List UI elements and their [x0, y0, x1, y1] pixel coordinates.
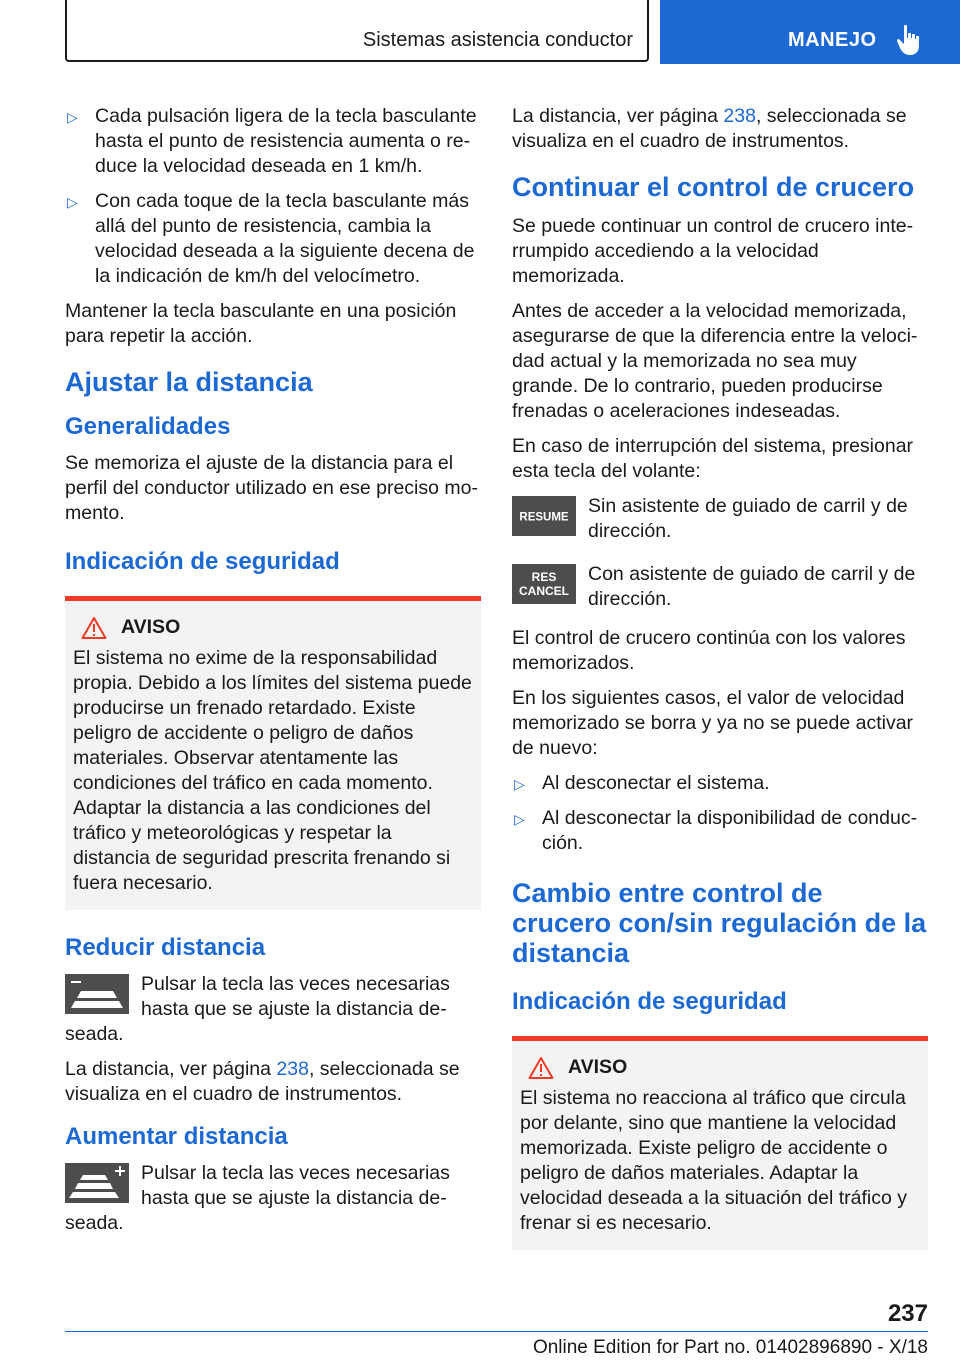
- warning-box: [65, 596, 481, 910]
- page-header: [0, 0, 960, 66]
- heading-indicacion-seguridad: Indicación de seguridad: [65, 548, 340, 575]
- list-item: ▷ Con cada toque de la tecla basculante más allá del punto de resistencia, cambia la velocidad deseada a la siguiente decena de la indicación de km/h del velocímetro.: [67, 190, 475, 287]
- right-column: [512, 104, 928, 1274]
- paragraph: Con asistente de guiado de carril y de dirección.: [588, 563, 916, 610]
- paragraph: El control de crucero continúa con los valores memorizados.: [512, 627, 906, 674]
- triangle-bullet-icon: ▷: [514, 811, 525, 827]
- paragraph: Se memoriza el ajuste de la distancia para el perfil del conductor utilizado en ese preciso momento.: [65, 452, 478, 524]
- paragraph: Pulsar la tecla las veces necesarias hasta que se ajuste la distancia deseada.: [65, 1162, 450, 1234]
- list-item: ▷ Al desconectar el sistema.: [512, 771, 928, 796]
- list-item: ▷ Cada pulsación ligera de la tecla basculante hasta el punto de resistencia aumenta o reduce la velocidad deseada en 1 km/h.: [67, 105, 477, 177]
- heading-cambio-control: Cambio entre control de crucero con/sin regulación de la distancia: [512, 878, 927, 968]
- triangle-bullet-icon: ▷: [67, 194, 78, 210]
- heading-reducir-distancia: Reducir distancia: [65, 934, 266, 961]
- svg-text:CANCEL: CANCEL: [519, 584, 569, 598]
- heading-ajustar-distancia: Ajustar la distancia: [65, 367, 313, 397]
- warning-text: El sistema no exime de la responsabilidad propia. Debido a los límites del sistema puede producirse un frenado retardado. Existe peligro de accidente o peligro de daños materiales. Observar atentamente las condiciones del tráfico en cada momento. Adaptar la distancia a las condiciones del tráfico y meteorológicas y respetar la distancia de seguridad prescrita frenando si fuera necesario.: [73, 647, 472, 894]
- res-cancel-button-icon: [512, 564, 576, 604]
- paragraph: Se puede continuar un control de crucero interrumpido accediendo a la velocidad memorizada.: [512, 215, 914, 287]
- footer-divider: [65, 1331, 928, 1332]
- list-item: ▷ Al desconectar la disponibilidad de conducción.: [514, 807, 918, 854]
- heading-aumentar-distancia: Aumentar distancia: [65, 1123, 288, 1150]
- paragraph: En caso de interrupción del sistema, presionar esta tecla del volante:: [512, 435, 914, 482]
- warning-triangle-icon: [528, 1056, 554, 1080]
- warning-text: El sistema no reacciona al tráfico que circula por delante, sino que mantiene la velocidad memorizada. Existe peligro de accidente o peligro de daños materiales. Adaptar la velocidad deseada a la situación del tráfico y frenar si es necesario.: [520, 1087, 907, 1234]
- warning-title: AVISO: [568, 1056, 628, 1078]
- heading-continuar-control: Continuar el control de crucero: [512, 172, 915, 202]
- heading-indicacion-seguridad: Indicación de seguridad: [512, 988, 787, 1015]
- paragraph: La distancia, ver página 238, seleccionada se visualiza en el cuadro de instrumentos.: [65, 1058, 460, 1105]
- chapter-tab: [660, 0, 960, 64]
- distance-decrease-button-icon: [65, 974, 129, 1014]
- paragraph: Sin asistente de guiado de carril y de dirección.: [588, 495, 908, 542]
- paragraph: La distancia, ver página 238, seleccionada se visualiza en el cuadro de instrumentos.: [512, 105, 907, 152]
- paragraph: En los siguientes casos, el valor de velocidad memorizado se borra y ya no se puede activar de nuevo:: [512, 687, 914, 759]
- left-column: [65, 104, 481, 1246]
- page-link[interactable]: 238: [723, 105, 756, 127]
- section-title: Sistemas asistencia conductor: [362, 29, 633, 51]
- page-link[interactable]: 238: [276, 1058, 309, 1080]
- steering-hand-icon: [896, 24, 922, 56]
- warning-triangle-icon: [81, 616, 107, 640]
- svg-text:RES: RES: [531, 570, 557, 584]
- svg-text:RESUME: RESUME: [519, 511, 569, 524]
- footer-edition: Online Edition for Part no. 01402896890 - X/18: [532, 1337, 928, 1358]
- section-tab: [65, 0, 649, 62]
- paragraph: Mantener la tecla basculante en una posición para repetir la acción.: [65, 300, 457, 347]
- paragraph: Antes de acceder a la velocidad memorizada, asegurarse de que la diferencia entre la velocidad actual y la memorizada no sea muy grande. De lo contrario, pueden producirse frenadas o aceleraciones indeseadas.: [512, 300, 918, 422]
- paragraph: Pulsar la tecla las veces necesarias hasta que se ajuste la distancia deseada.: [65, 973, 450, 1045]
- warning-title: AVISO: [121, 616, 181, 638]
- chapter-title: MANEJO: [788, 29, 877, 51]
- triangle-bullet-icon: ▷: [67, 109, 78, 125]
- warning-box: [512, 1036, 928, 1250]
- resume-button-icon: [512, 496, 576, 536]
- heading-generalidades: Generalidades: [65, 413, 231, 440]
- triangle-bullet-icon: ▷: [514, 776, 525, 792]
- distance-increase-button-icon: [65, 1163, 129, 1203]
- page-number: 237: [887, 1300, 928, 1327]
